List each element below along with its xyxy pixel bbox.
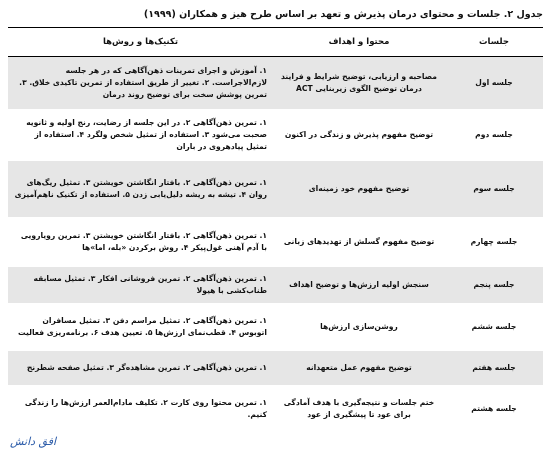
session-cell: جلسه اول — [445, 57, 543, 109]
table-row — [8, 161, 543, 217]
session-cell: جلسه هشتم — [445, 385, 543, 433]
table-row — [8, 217, 543, 267]
table-header-row — [8, 28, 543, 57]
session-cell: جلسه سوم — [445, 161, 543, 217]
techniques-cell: ۱. تمرین محتوا روی کارت ۲. تکلیف مادام‌العمر ارزش‌ها را زندگی کنیم. — [8, 385, 273, 433]
content-cell: توضیح مفهوم خود زمینه‌ای — [273, 161, 445, 217]
content-cell: توضیح مفهوم گسلش از تهدیدهای زبانی — [273, 217, 445, 267]
techniques-cell: ۱. تمرین ذهن‌آگاهی ۲. بافتار انگاشتن خویشتن ۳. تمرین رویارویی با آدم آهنی غول‌پیکر ۴. روش برکردن «بله، اما»ها — [8, 217, 273, 267]
table-row — [8, 57, 543, 109]
techniques-cell: ۱. تمرین ذهن‌آگاهی ۲. تمثیل مراسم دفن ۳. تمثیل مسافران اتوبوس ۴. قطب‌نمای ارزش‌ها ۵. تعیین هدف ۶. برنامه‌ریزی فعالیت — [8, 303, 273, 351]
table-row — [8, 109, 543, 161]
table-row — [8, 267, 543, 303]
techniques-cell: ۱. تمرین ذهن‌آگاهی ۲. بافتار انگاشتن خویشتن ۳. تمثیل ریگ‌های روان ۴. تیشه به ریشه دلیل‌یابی زدن ۵. استفاده از تکنیک ناهم‌آمیزی — [8, 161, 273, 217]
header-content: محتوا و اهداف — [273, 28, 445, 57]
table-caption: جدول ۲. جلسات و محتوای درمان پذیرش و تعهد بر اساس طرح هیز و همکاران (۱۹۹۹) — [143, 9, 543, 20]
content-cell: توضیح مفهوم عمل متعهدانه — [273, 351, 445, 385]
session-cell: جلسه چهارم — [445, 217, 543, 267]
session-cell: جلسه ششم — [445, 303, 543, 351]
session-cell: جلسه دوم — [445, 109, 543, 161]
content-cell: روشن‌سازی ارزش‌ها — [273, 303, 445, 351]
content-cell: ختم جلسات و نتیجه‌گیری با هدف آمادگی برای عود تا پیشگیری از عود — [273, 385, 445, 433]
content-cell: توضیح مفهوم پذیرش و زندگی در اکنون — [273, 109, 445, 161]
table-row — [8, 351, 543, 385]
techniques-cell: ۱. تمرین ذهن‌آگاهی ۲. تمرین فروشانی افکار ۳. تمثیل مسابقه طناب‌کشی با هیولا — [8, 267, 273, 303]
header-techniques: تکنیک‌ها و روش‌ها — [8, 28, 273, 57]
session-cell: جلسه هفتم — [445, 351, 543, 385]
content-cell: مصاحبه و ارزیابی، توضیح شرایط و فرایند درمان توضیح الگوی زیربنایی ACT — [273, 57, 445, 109]
techniques-cell: ۱. آموزش و اجرای تمرینات ذهن‌آگاهی که در هر جلسه لازم‌الاجراست. ۲. تغییر از طریق استفاده از تمرین تاکیدی خلاق. ۳. تمرین پوشش سخت برای توضیح روند درمان — [8, 57, 273, 109]
table-row — [8, 303, 543, 351]
techniques-cell: ۱. تمرین ذهن‌آگاهی ۲. تمرین مشاهده‌گر ۳. تمثیل صفحه شطرنج — [8, 351, 273, 385]
sessions-table — [8, 27, 543, 433]
content-cell: سنجش اولیه ارزش‌ها و توضیح اهداف — [273, 267, 445, 303]
header-session: جلسات — [445, 28, 543, 57]
table-row — [8, 385, 543, 433]
journal-logo: افق دانش — [10, 435, 57, 448]
session-cell: جلسه پنجم — [445, 267, 543, 303]
techniques-cell: ۱. تمرین ذهن‌آگاهی ۲. در این جلسه از رضایت، رنج اولیه و ثانویه صحبت می‌شود ۳. استفاده از تمثیل شخص ولگرد ۴. استفاده از تمثیل پیادهروی در باران — [8, 109, 273, 161]
